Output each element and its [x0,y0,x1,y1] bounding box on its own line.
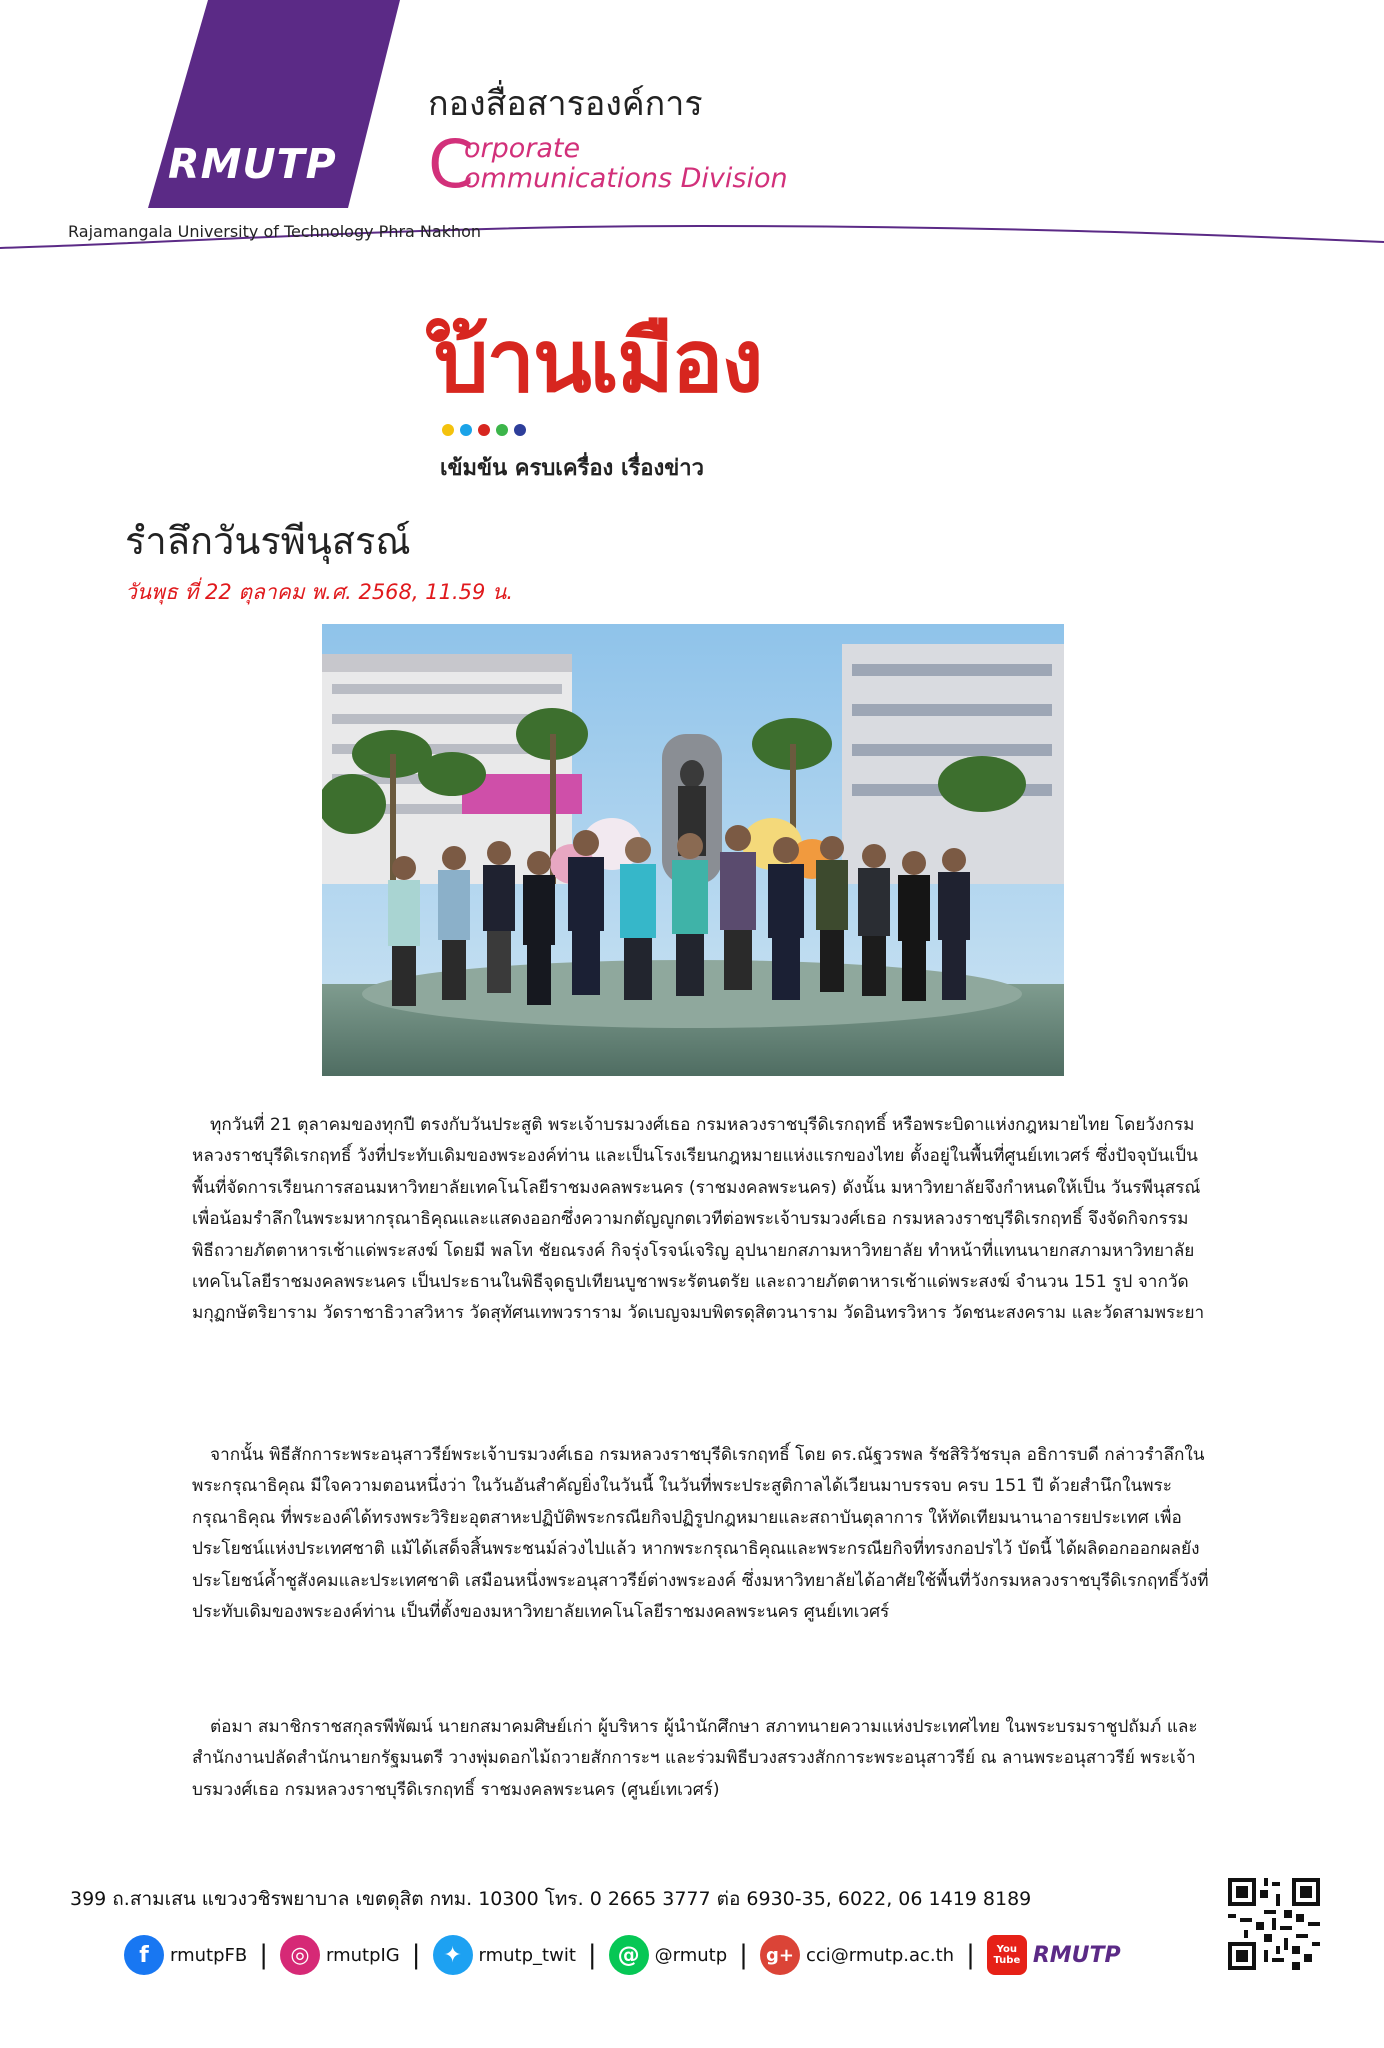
corp-line-1: orporate [464,133,581,164]
youtube-icon: You Tube [987,1935,1027,1975]
corp-line-2: ommunications Division [464,163,788,194]
footer-address: 399 ถ.สามเสน แขวงวชิรพยาบาล เขตดุสิต กทม. 10300 โทร. 0 2665 3777 ต่อ 6930-35, 6022, 06 1419 8189 [70,1888,1032,1910]
color-dots [442,424,526,436]
corporate-communications-title [428,126,848,203]
newspaper-slogan: เข้มข้น ครบเครื่อง เรื่องข่าว [440,456,704,481]
article-title: รำลึกวันรพีนุสรณ์ [125,519,411,563]
twitter-link[interactable] [433,1935,576,1975]
social-links [124,1932,1121,1978]
article-paragraph-3: ต่อมา สมาชิกราชสกุลรพีพัฒน์ นายกสมาคมศิษย์เก่า ผู้บริหาร ผู้นำนักศึกษา สภาทนายความแห่งประเทศไทย ในพระบรมราชูปถัมภ์ และสำนักงานปลัดสำนักนายกรัฐมนตรี วางพุ่มดอกไม้ถวายสักการะฯ และร่วมพิธีบวงสรวงสักการะพระอนุสาวรีย์ ณ ลานพระอนุสาวรีย์ พระเจ้าบรมวงศ์เธอ กรมหลวงราชบุรีดิเรกฤทธิ์ ราชมงคลพระนคร (ศูนย์เทเวศร์) [192,1717,1198,1800]
instagram-label: rmutpIG [325,1944,400,1966]
dot-navy [514,424,526,436]
instagram-icon: ◎ [280,1935,320,1975]
rmutp-logo [148,0,400,208]
youtube-link[interactable] [987,1935,1121,1975]
dot-green [496,424,508,436]
article-photo [322,624,1064,1076]
facebook-label: rmutpFB [170,1944,248,1966]
twitter-label: rmutp_twit [478,1944,576,1966]
line-label: @rmutp [654,1944,728,1966]
google-plus-icon: g+ [760,1935,800,1975]
instagram-link[interactable] [280,1935,400,1975]
twitter-icon: ✦ [433,1935,473,1975]
department-name-thai: กองสื่อสารองค์การ [428,84,703,124]
newspaper-name: บ้านเมือง [434,312,762,412]
email-label: cci@rmutp.ac.th [805,1944,955,1966]
dot-red [478,424,490,436]
line-icon: @ [609,1935,649,1975]
line-link[interactable] [609,1935,728,1975]
separator: | [587,1940,597,1970]
logo-text: RMUTP [168,140,337,188]
google-plus-link[interactable] [760,1935,954,1975]
newspaper-masthead [424,296,954,496]
separator: | [411,1940,421,1970]
facebook-icon: f [124,1935,164,1975]
university-name: Rajamangala University of Technology Phra Nakhon [68,222,482,241]
dot-yellow [442,424,454,436]
facebook-link[interactable] [124,1935,247,1975]
article-date: วันพุธ ที่ 22 ตุลาคม พ.ศ. 2568, 11.59 น. [125,580,514,604]
separator: | [259,1940,268,1970]
article-paragraph-1: ทุกวันที่ 21 ตุลาคมของทุกปี ตรงกับวันประสูติ พระเจ้าบรมวงศ์เธอ กรมหลวงราชบุรีดิเรกฤทธิ์ หรือพระบิดาแห่งกฎหมายไทย โดยวังกรมหลวงราชบุรีดิเรกฤทธิ์ วังที่ประทับเดิมของพระองค์ท่าน และเป็นโรงเรียนกฎหมายแห่งแรกของไทย ตั้งอยู่ในพื้นที่ศูนย์เทเวศร์ ซึ่งปัจจุบันเป็นพื้นที่จัดการเรียนการสอนมหาวิทยาลัยเทคโนโลยีราชมงคลพระนคร (ราชมงคลพระนคร) ดังนั้น มหาวิทยาลัยจึงกำหนดให้เป็น วันรพีนุสรณ์ เพื่อน้อมรำลึกในพระมหากรุณาธิคุณและแสดงออกซึ่งความกตัญญูกตเวทีต่อพระเจ้าบรมวงศ์เธอ กรมหลวงราชบุรีดิเรกฤทธิ์ จึงจัดกิจกรรมพิธีถวายภัตตาหารเช้าแด่พระสงฆ์ โดยมี พลโท ชัยณรงค์ กิจรุ่งโรจน์เจริญ อุปนายกสภามหาวิทยาลัย ทำหน้าที่แทนนายกสภามหาวิทยาลัยเทคโนโลยีราชมงคลพระนคร เป็นประธานในพิธีจุดธูปเทียนบูชาพระรัตนตรัย และถวายภัตตาหารเช้าแด่พระสงฆ์ จำนวน 151 รูป จากวัดมกุฏกษัตริยาราม วัดราชาธิวาสวิหาร วัดสุทัศนเทพวราราม วัดเบญจมบพิตรดุสิตวนาราม วัดอินทรวิหาร วัดชนะสงคราม และวัดสามพระยา [192,1115,1205,1324]
separator: | [966,1940,975,1970]
youtube-label: RMUTP [1032,1942,1121,1968]
article-paragraph-2: จากนั้น พิธีสักการะพระอนุสาวรีย์พระเจ้าบรมวงศ์เธอ กรมหลวงราชบุรีดิเรกฤทธิ์ โดย ดร.ณัฐวรพล รัชสิริวัชรบุล อธิการบดี กล่าวรำลึกในพระกรุณาธิคุณ มีใจความตอนหนึ่งว่า ในวันอันสำคัญยิ่งในวันนี้ ในวันที่พระประสูติกาลได้เวียนมาบรรจบ ครบ 151 ปี ด้วยสำนึกในพระกรุณาธิคุณ ที่พระองค์ได้ทรงพระวิริยะอุตสาหะปฏิบัติพระกรณียกิจปฏิรูปกฎหมายและสถาบันตุลาการ ให้ทัดเทียมนานาอารยประเทศ เพื่อประโยชน์แห่งประเทศชาติ แม้ได้เสด็จสิ้นพระชนม์ล่วงไปแล้ว หากพระกรุณาธิคุณและพระกรณียกิจที่ทรงกอปรไว้ บัดนี้ ได้ผลิดอกออกผลยังประโยชน์ค้ำชูสังคมและประเทศชาติ เสมือนหนึ่งพระอนุสาวรีย์ต่างพระองค์ ซึ่งมหาวิทยาลัยได้อาศัยใช้พื้นที่วังกรมหลวงราชบุรีดิเรกฤทธิ์วังที่ประทับเดิมของพระองค์ท่าน เป็นที่ตั้งของมหาวิทยาลัยเทคโนโลยีราชมงคลพระนคร ศูนย์เทเวศร์ [192,1445,1209,1623]
qr-code [1228,1878,1320,1970]
separator: | [739,1940,748,1970]
corp-initial: C [428,126,475,203]
dot-blue [460,424,472,436]
